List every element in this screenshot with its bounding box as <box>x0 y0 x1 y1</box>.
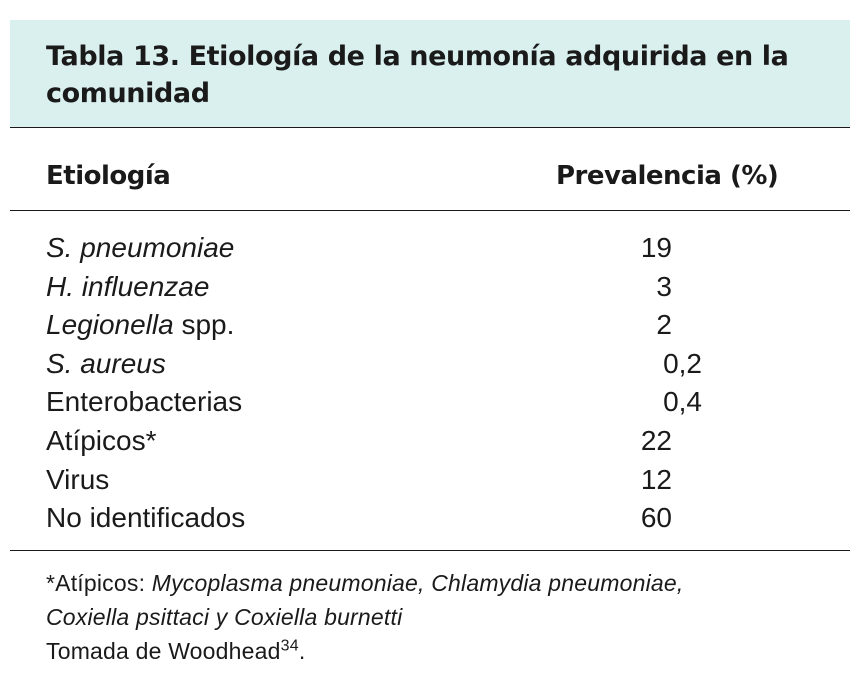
header-etiology: Etiología <box>46 161 171 191</box>
table-footnotes <box>46 566 836 668</box>
table-row <box>0 229 861 268</box>
table-row <box>0 422 861 461</box>
row-prevalence: 0,4 <box>663 386 702 418</box>
source-note <box>46 634 836 668</box>
row-etiology <box>46 383 242 421</box>
table-title-box <box>10 20 850 127</box>
row-prevalence: 3 <box>656 270 672 302</box>
footnote-atypical <box>46 566 836 600</box>
row-organism: S. aureus <box>46 347 166 379</box>
table-bottom-divider <box>10 550 850 551</box>
table-row <box>0 383 861 422</box>
row-prevalence: 19 <box>640 232 672 263</box>
row-organism: Virus <box>46 463 110 495</box>
row-organism: Atípicos* <box>46 424 157 456</box>
table-row <box>0 461 861 500</box>
footnote-organisms-line1: Mycoplasma pneumoniae, Chlamydia pneumoniae, <box>151 570 684 596</box>
row-organism: S. pneumoniae <box>46 232 235 263</box>
row-organism: No identificados <box>46 502 246 534</box>
footnote-organisms-line2: Coxiella psittaci y Coxiella burnetti <box>46 604 403 630</box>
table-row <box>0 499 861 538</box>
title-divider <box>10 127 850 128</box>
header-divider <box>10 210 850 211</box>
table-body <box>0 229 861 538</box>
row-prevalence: 2 <box>656 309 672 341</box>
row-organism: Legionella <box>46 309 174 341</box>
source-reference: 34 <box>280 637 299 655</box>
table-row <box>0 268 861 307</box>
row-organism: Enterobacterias <box>46 386 243 418</box>
row-prevalence: 60 <box>640 502 672 534</box>
source-end: . <box>298 638 306 664</box>
table-title-line1: Tabla 13. Etiología de la neumonía adquirida en la <box>46 41 789 72</box>
table-header-row <box>0 158 861 198</box>
table-title-line2: comunidad <box>46 78 210 109</box>
table-title <box>46 38 850 112</box>
row-etiology <box>46 499 245 537</box>
row-etiology <box>46 229 234 267</box>
row-organism-suffix: spp. <box>173 309 235 341</box>
footnote-prefix: *Atípicos: <box>46 570 152 596</box>
table-row <box>0 306 861 345</box>
row-etiology <box>46 306 234 344</box>
row-etiology <box>46 461 109 499</box>
row-organism: H. influenzae <box>46 270 210 302</box>
row-prevalence: 12 <box>640 463 672 495</box>
row-prevalence: 22 <box>640 424 672 456</box>
header-prevalence: Prevalencia (%) <box>556 161 779 191</box>
row-etiology <box>46 345 166 383</box>
table-row <box>0 345 861 384</box>
row-etiology <box>46 268 209 306</box>
row-prevalence: 0,2 <box>663 347 702 379</box>
row-etiology <box>46 422 157 460</box>
source-text: Tomada de Woodhead <box>46 638 281 664</box>
